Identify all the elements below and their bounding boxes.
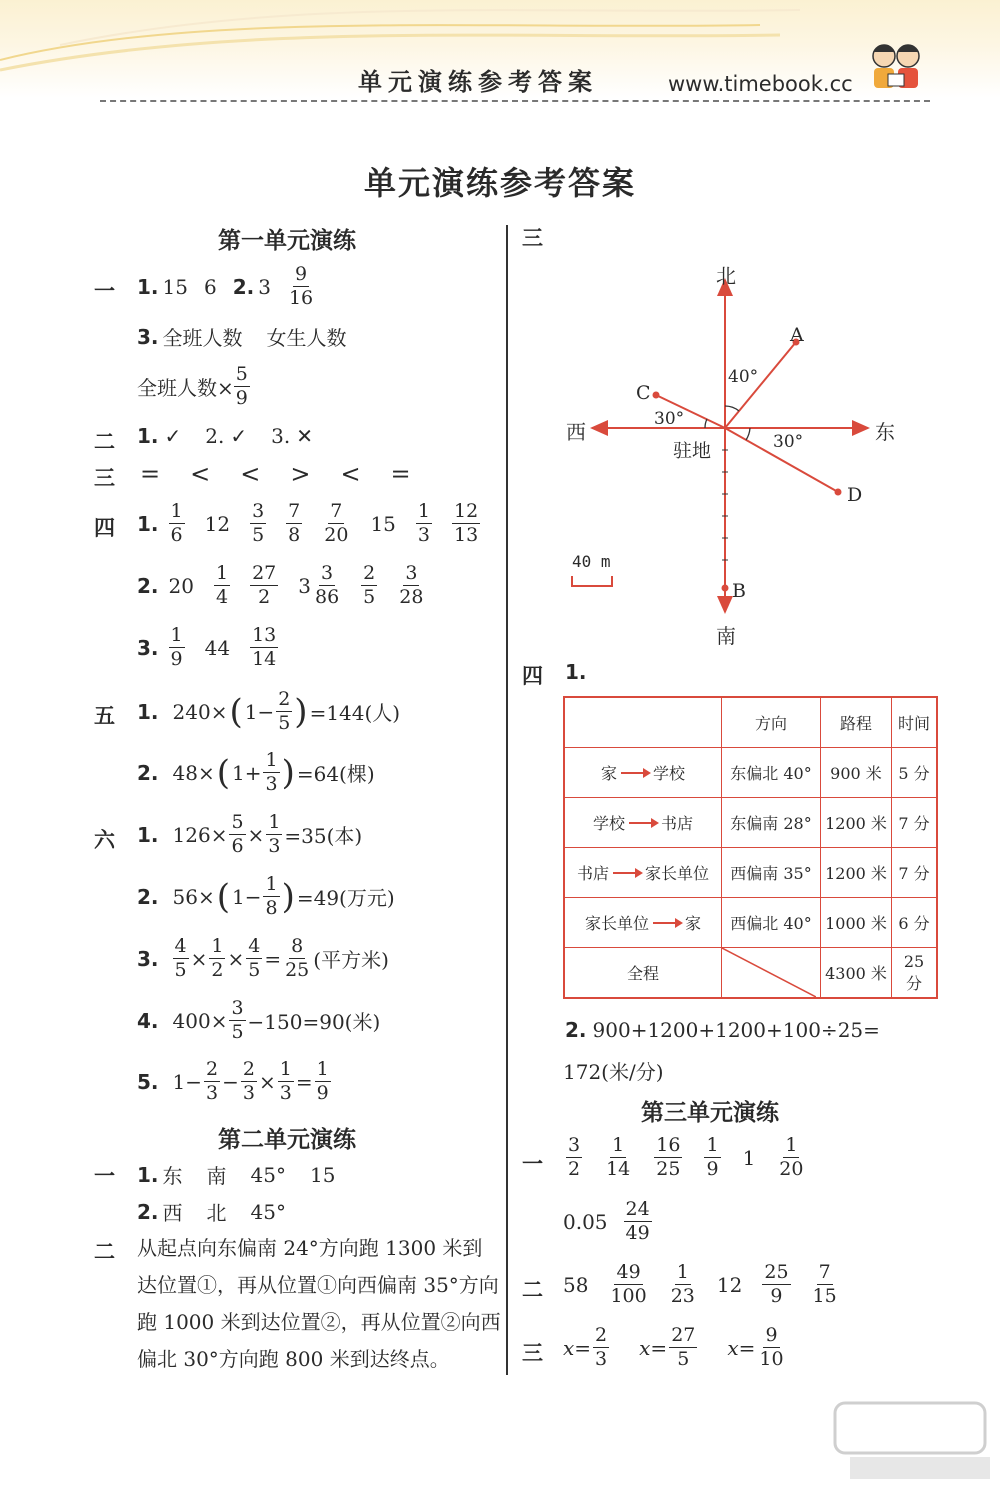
paren: ): [294, 691, 308, 732]
expr: ×: [258, 1069, 276, 1094]
table-header-cell: 时间: [892, 697, 938, 748]
q-roman-3: 三: [522, 1341, 543, 1365]
paren: (: [216, 876, 230, 917]
angle-c-label: 30°: [654, 409, 685, 429]
direction-cell: 西偏北 40°: [722, 898, 821, 948]
comparison-sign: <: [340, 460, 361, 488]
fraction: $\frac{1}{9}$: [706, 1134, 719, 1180]
fraction: $\frac{5}{6}$: [231, 811, 244, 857]
item-number: 1.: [137, 822, 159, 847]
arrow-right-icon: [653, 922, 681, 924]
fraction: $\frac{27}{5}$: [671, 1324, 696, 1370]
column-divider: [506, 225, 508, 1375]
fraction: $\frac{12}{13}$: [453, 500, 479, 546]
item-number: 1.: [137, 511, 159, 536]
unit1-q1-row3: [137, 322, 347, 351]
item-number: 1.: [137, 274, 159, 299]
expr: 1−: [244, 699, 275, 724]
fraction: $\frac{1}{14}$: [606, 1134, 631, 1180]
distance-cell: 1000 米: [821, 898, 892, 948]
table-row: [564, 898, 937, 948]
scale-label: 40 m: [572, 552, 611, 571]
unit3-q3-row: [563, 1326, 786, 1369]
item-number: 2.: [137, 884, 159, 909]
angle-a-label: 40°: [728, 367, 759, 387]
time-cell: 7 分: [892, 798, 938, 848]
item-number: 1.: [137, 699, 159, 724]
unit3-title: 第三单元演练: [641, 1100, 779, 1126]
unit1-q1-row4: [137, 365, 250, 408]
table-header-cell: 路程: [821, 697, 892, 748]
q-roman-1: 一: [94, 1164, 115, 1188]
label-north: 北: [716, 264, 736, 288]
item-number: 2.: [565, 1018, 587, 1042]
diagonal-line: [722, 948, 816, 997]
distance-cell: 4300 米: [821, 948, 892, 999]
expr: 1−: [232, 884, 262, 909]
route-table: [563, 696, 938, 999]
fraction: $\frac{3}{28}$: [399, 562, 424, 608]
fraction: $\frac{1}{3}$: [417, 500, 430, 546]
expr: x=: [727, 1335, 756, 1360]
answer: 全班人数×: [137, 376, 234, 400]
direction-cell: 东偏南 28°: [722, 798, 821, 848]
fraction: $\frac{8}{25}$: [285, 935, 310, 981]
answer: 15: [370, 511, 396, 536]
unit1-q6-row1: [137, 813, 362, 856]
expr: =: [295, 1069, 313, 1094]
table-header-row: [564, 697, 937, 748]
expr: −150=90(米): [247, 1010, 381, 1034]
unit3-q2-row: [563, 1263, 839, 1306]
expr: x=: [563, 1335, 592, 1360]
paren: (: [216, 752, 230, 793]
direction-cell: 西偏南 35°: [722, 848, 821, 898]
expr: =144(人): [309, 701, 401, 725]
unit1-q6-row3: [137, 937, 389, 980]
expr: 1+: [232, 760, 262, 785]
unit1-q4-row1: [137, 502, 480, 545]
time-cell: 6 分: [892, 898, 938, 948]
comparison-sign: <: [190, 460, 211, 488]
answer: 1: [742, 1145, 756, 1170]
route-cell: 家长单位 家: [564, 898, 722, 948]
kids-logo-icon: [862, 38, 932, 98]
item-number: 3.: [271, 424, 291, 448]
cross-mark: ✕: [296, 424, 313, 448]
unit2-q2-paragraph: 从起点向东偏南 24°方向跑 1300 米到达位置①，再从位置①向西偏南 35°方向跑 1000 米到达位置②，再从位置②向西偏北 30°方向跑 800 米到达终点。: [137, 1236, 501, 1371]
expr: =64(棵): [296, 762, 375, 786]
unit2-title: 第二单元演练: [218, 1127, 356, 1153]
q-roman-2: 二: [522, 1278, 543, 1302]
answer: 全班人数: [162, 326, 243, 350]
item-number: 5.: [137, 1069, 159, 1094]
expr: 48×: [172, 760, 215, 785]
item-number: 3.: [137, 635, 159, 660]
paren: (: [229, 691, 243, 732]
fraction: $\frac{1}{20}$: [779, 1134, 804, 1180]
distance-cell: 900 米: [821, 748, 892, 798]
answer: 20: [168, 573, 194, 598]
unit2-q1-row2: [137, 1197, 286, 1226]
answer: 12: [204, 511, 231, 536]
fraction: $\frac{4}{5}$: [174, 935, 187, 981]
fraction: $\frac{49}{100}$: [610, 1261, 647, 1307]
answer: 东: [162, 1164, 183, 1188]
answer: 3: [258, 274, 271, 299]
fraction: $\frac{2}{5}$: [363, 562, 376, 608]
unit2-q1-row1: [137, 1160, 335, 1189]
unit1-q6-row4: [137, 999, 380, 1042]
header-title: 单元演练参考答案: [358, 68, 598, 96]
time-cell: 7 分: [892, 848, 938, 898]
q-roman-6: 六: [94, 828, 115, 852]
q-roman-3: 三: [522, 226, 543, 250]
unit1-q5-row1: [137, 690, 400, 733]
fraction: $\frac{1}{6}$: [170, 500, 183, 546]
direction-cell: 东偏北 40°: [722, 748, 821, 798]
table-header-cell: 方向: [722, 697, 821, 748]
q-roman-2: 二: [94, 430, 115, 454]
fraction: $\frac{1}{4}$: [215, 562, 229, 608]
answer: 12: [716, 1272, 743, 1297]
watermark-logo: [830, 1395, 1000, 1485]
answer: 女生人数: [266, 326, 347, 350]
answer: 西: [162, 1201, 183, 1225]
paren: ): [281, 752, 295, 793]
mixed-number: 3 $\frac{3}{86}$: [298, 562, 340, 608]
arrow-right-icon: [629, 822, 657, 824]
fraction: $\frac{2}{3}$: [595, 1324, 608, 1370]
q-roman-1: 一: [522, 1152, 543, 1176]
fraction: $\frac{2}{5}$: [278, 688, 291, 734]
expr: =: [264, 946, 282, 971]
expr: −: [222, 1069, 239, 1094]
check-mark: ✓: [164, 424, 182, 448]
answer: 15: [309, 1162, 336, 1187]
q-roman-5: 五: [94, 704, 115, 728]
fraction: $\frac{3}{2}$: [568, 1134, 581, 1180]
header-divider: [100, 100, 930, 102]
comparison-sign: <: [240, 460, 261, 488]
answer: 北: [206, 1201, 227, 1225]
header-url: www.timebook.cc: [668, 72, 853, 96]
fraction: $\frac{1}{9}$: [316, 1058, 329, 1104]
item-number: 2.: [232, 274, 255, 299]
expr: x=: [639, 1335, 668, 1360]
comparison-sign: =: [390, 460, 411, 488]
answer: 45°: [250, 1162, 286, 1187]
fraction: $\frac{3}{5}$: [252, 500, 265, 546]
fraction: $\frac{2}{3}$: [206, 1058, 219, 1104]
label-point-c: C: [636, 382, 651, 404]
fraction: $\frac{13}{14}$: [252, 624, 277, 670]
fraction: $\frac{27}{2}$: [252, 562, 277, 608]
expr: (平方米): [313, 948, 389, 972]
fraction: $\frac{2}{3}$: [242, 1058, 255, 1104]
label-west: 西: [566, 420, 586, 444]
arrow-right-icon: [621, 772, 649, 774]
answer: 58: [563, 1272, 589, 1297]
item-number: 3.: [137, 946, 159, 971]
table-row: [564, 798, 937, 848]
expr: 240×: [172, 699, 228, 724]
unit1-q5-row2: [137, 751, 375, 794]
label-south: 南: [716, 624, 736, 648]
expr: 900+1200+1200+100÷25=: [592, 1018, 880, 1042]
fraction: $\frac{1}{8}$: [265, 873, 278, 919]
arrow-right-icon: [613, 872, 641, 874]
item-number: 1.: [565, 660, 587, 684]
label-east: 东: [875, 420, 895, 444]
q-roman-3: 三: [94, 466, 115, 490]
expr: 56×: [172, 884, 215, 909]
route-cell: 书店 家长单位: [564, 848, 722, 898]
diagonal-empty-cell: [722, 948, 821, 999]
answer: 45°: [250, 1199, 286, 1224]
item-number: 2.: [205, 424, 225, 448]
fraction: $\frac{1}{23}$: [670, 1261, 695, 1307]
time-cell: 25 分: [892, 948, 938, 999]
item-number: 2.: [137, 1199, 159, 1224]
label-point-d: D: [847, 484, 863, 506]
unit2-q4-2-row1: [565, 1018, 880, 1042]
unit1-q6-row5: [137, 1060, 331, 1103]
fraction: $\frac{3}{5}$: [231, 997, 244, 1043]
distance-cell: 1200 米: [821, 798, 892, 848]
unit1-q4-row2: [137, 564, 425, 607]
unit1-q3-row: [140, 460, 411, 488]
expr: 126×: [172, 822, 228, 847]
table-row: [564, 848, 937, 898]
fraction: $\frac{25}{9}$: [764, 1261, 789, 1307]
unit1-q6-row2: [137, 875, 395, 918]
fraction: $\frac{9}{16}$: [288, 263, 314, 309]
expr: 400×: [172, 1008, 228, 1033]
answer: 44: [204, 635, 231, 660]
fraction: $\frac{5}{9}$: [235, 363, 248, 409]
unit1-q1-row1: [137, 265, 315, 308]
fraction: $\frac{1}{2}$: [211, 935, 224, 981]
item-number: 4.: [137, 1008, 159, 1033]
fraction: $\frac{1}{3}$: [279, 1058, 292, 1104]
unit3-q1-row2: [563, 1200, 652, 1243]
answer: 0.05: [563, 1209, 608, 1234]
label-point-a: A: [790, 324, 804, 346]
unit1-q4-row3: [137, 626, 278, 669]
q-roman-1: 一: [94, 279, 115, 303]
comparison-sign: =: [140, 460, 161, 488]
answer: 6: [203, 274, 217, 299]
expr: =49(万元): [296, 886, 395, 910]
item-number: 2.: [137, 760, 159, 785]
item-number: 2.: [137, 573, 159, 598]
fraction: $\frac{9}{10}$: [759, 1324, 784, 1370]
angle-d-label: 30°: [773, 432, 804, 452]
unit1-title: 第一单元演练: [218, 228, 356, 254]
table-header-cell: [564, 697, 722, 748]
item-number: 3.: [137, 324, 159, 349]
check-mark: ✓: [230, 424, 248, 448]
label-point-b: B: [732, 580, 746, 602]
route-cell: 家 学校: [564, 748, 722, 798]
unit3-q1-row1: [566, 1136, 805, 1179]
answer: 南: [206, 1164, 227, 1188]
time-cell: 5 分: [892, 748, 938, 798]
fraction: $\frac{1}{9}$: [170, 624, 183, 670]
expr: ×: [227, 946, 245, 971]
q-roman-4: 四: [94, 516, 115, 540]
item-number: 1.: [137, 424, 159, 448]
expr: =35(本): [284, 824, 363, 848]
expr: ×: [247, 822, 265, 847]
paren: ): [281, 876, 295, 917]
q-roman-2: 二: [94, 1240, 115, 1264]
table-row: [564, 748, 937, 798]
fraction: $\frac{4}{5}$: [248, 935, 261, 981]
expr: ×: [190, 946, 208, 971]
route-cell: 学校 书店: [564, 798, 722, 848]
fraction: $\frac{24}{49}$: [625, 1198, 650, 1244]
fraction: $\frac{1}{3}$: [265, 749, 278, 795]
fraction: $\frac{7}{20}$: [324, 500, 349, 546]
distance-cell: 1200 米: [821, 848, 892, 898]
fraction: $\frac{16}{25}$: [656, 1134, 681, 1180]
expr: 1−: [172, 1069, 202, 1094]
answer: 15: [162, 274, 188, 299]
fraction: $\frac{1}{3}$: [268, 811, 281, 857]
fraction: $\frac{7}{8}$: [288, 500, 301, 546]
label-base: 驻地: [673, 440, 712, 462]
q-roman-4: 四: [522, 664, 543, 688]
total-label-cell: 全程: [564, 948, 722, 999]
fraction: $\frac{7}{15}$: [812, 1261, 837, 1307]
item-number: 1.: [137, 1162, 159, 1187]
unit1-q2-row: [137, 424, 313, 448]
comparison-sign: >: [290, 460, 311, 488]
unit2-q4-2-answer: 172(米/分): [563, 1060, 664, 1084]
table-total-row: [564, 948, 937, 999]
page-title: 单元演练参考答案: [363, 164, 636, 202]
